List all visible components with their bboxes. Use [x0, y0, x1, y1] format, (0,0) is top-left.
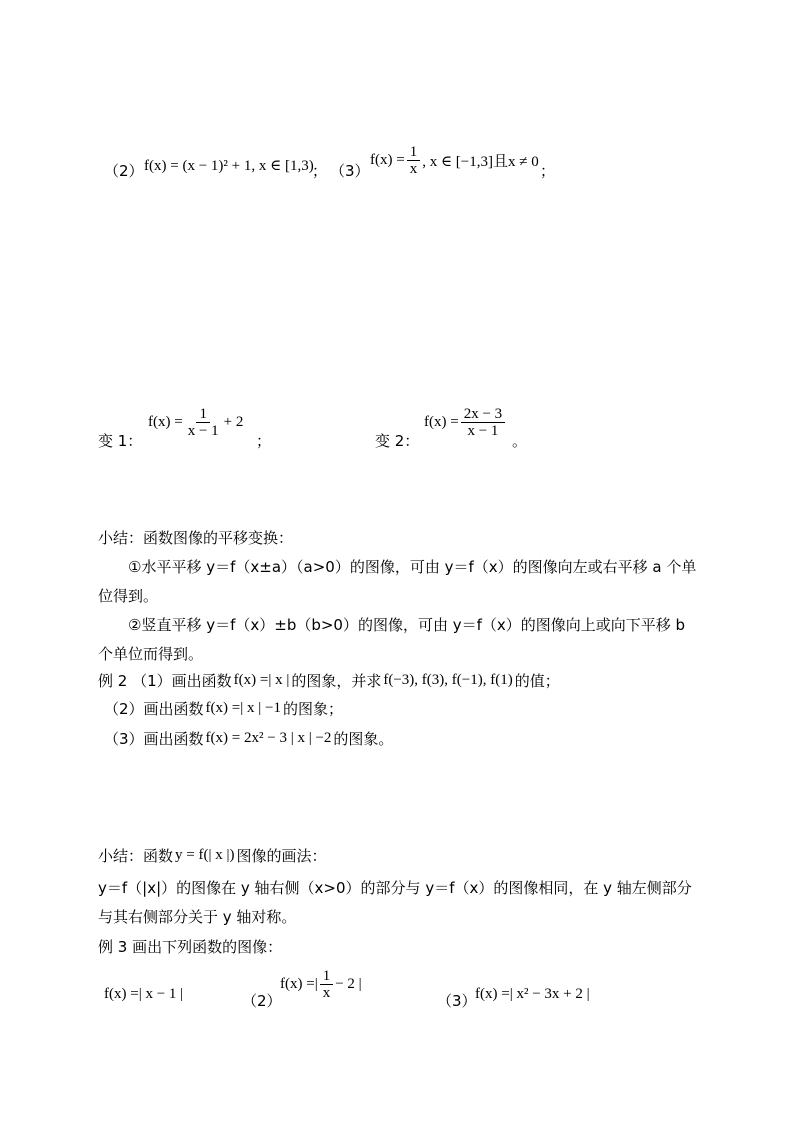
- summary-2-title: [98, 845, 326, 866]
- summary-1-title: 小结：函数图像的平移变换：: [98, 529, 294, 547]
- item-3-formula: [370, 144, 539, 177]
- item-3-fraction: [407, 144, 421, 177]
- item-3-numerator: 1: [407, 144, 421, 161]
- summary-2-title-formula: y = f(| x |): [175, 847, 235, 863]
- variant-1-denominator: x − 1: [187, 423, 219, 439]
- variant-1-numerator: 1: [196, 406, 210, 423]
- summary-2-rule-2: 与其右侧部分关于 y 轴对称。: [98, 908, 297, 926]
- summary-1-horizontal: ①水平平移 y＝f（x±a）（a>0）的图像，可由 y＝f（x）的图像向左或右平移 a 个单: [128, 558, 697, 576]
- example-2-l1-values: f(−3), f(3), f(−1), f(1): [383, 672, 513, 688]
- item-2-separator: ；: [312, 162, 328, 180]
- item-3-label: （3）: [330, 162, 370, 180]
- variant-1-fraction: [185, 406, 222, 439]
- item-2-label: （2）: [104, 162, 144, 180]
- example-3-f2-fraction: [320, 968, 334, 1001]
- summary-2-title-b: 图像的画法：: [236, 847, 327, 865]
- example-3-formula-2: [280, 968, 362, 1001]
- item-3-denominator: x: [409, 161, 418, 177]
- summary-1-vertical-cont: 个单位而得到。: [98, 645, 204, 663]
- example-3-f2-numerator: 1: [320, 968, 334, 985]
- example-2-l3-text: （3）画出函数: [104, 730, 204, 748]
- item-3-separator: ；: [540, 162, 556, 180]
- summary-2-title-a: 小结：函数: [98, 847, 174, 865]
- summary-1-horizontal-cont: 位得到。: [98, 587, 159, 605]
- variant-2-fraction: [461, 406, 505, 439]
- example-3-f2-denominator: x: [322, 985, 331, 1001]
- variant-1-rest: + 2: [223, 414, 244, 430]
- example-3-formula-1: f(x) =| x − 1 |: [104, 986, 184, 1002]
- example-2-line-2: [104, 698, 343, 719]
- example-3-f2-lhs: f(x) =|: [280, 976, 318, 992]
- summary-1-vertical: ②竖直平移 y＝f（x）±b（b>0）的图像，可由 y＝f（x）的图像向上或向下平移 b: [128, 616, 686, 634]
- example-3-f2-rest: − 2 |: [335, 976, 362, 992]
- variant-1-formula: [148, 406, 243, 439]
- variant-2-formula: [424, 406, 507, 439]
- variant-2-denominator: x − 1: [467, 423, 499, 439]
- variant-2-label: 变 2：: [375, 432, 420, 450]
- example-2-l1-end: 的值；: [514, 672, 560, 690]
- example-3-title: 例 3 画出下列函数的图像：: [98, 938, 283, 956]
- variant-2-separator: 。: [512, 432, 528, 450]
- item-3-lhs: f(x) =: [370, 152, 405, 168]
- example-2-l3-end: 的图象。: [333, 730, 394, 748]
- item-3-rest: , x ∈ [−1,3]且x ≠ 0: [422, 154, 539, 170]
- variant-1-lhs: f(x) =: [148, 414, 183, 430]
- example-3-item-3-label: （3）: [437, 992, 477, 1010]
- example-3-item-2-label: （2）: [242, 992, 282, 1010]
- example-2-line-3: [104, 728, 393, 749]
- variant-2-numerator: 2x − 3: [461, 406, 505, 423]
- example-2-l1-mid: 的图象，并求: [291, 672, 382, 690]
- variant-2-lhs: f(x) =: [424, 414, 459, 430]
- variant-1-label: 变 1：: [98, 432, 143, 450]
- example-2-l3-formula: f(x) = 2x² − 3 | x | −2: [205, 730, 332, 746]
- item-2-formula: f(x) = (x − 1)² + 1, x ∈ [1,3): [144, 158, 314, 174]
- example-2-line-1: [98, 670, 560, 691]
- example-2-l2-formula: f(x) =| x | −1: [205, 700, 281, 716]
- example-3-formula-3: f(x) =| x² − 3x + 2 |: [475, 986, 590, 1002]
- example-2-l2-end: 的图象；: [282, 700, 343, 718]
- example-2-l2-text: （2）画出函数: [104, 700, 204, 718]
- example-2-l1-formula: f(x) =| x |: [233, 672, 290, 688]
- example-2-l1-text: 例 2 （1）画出函数: [98, 672, 232, 690]
- variant-1-separator: ；: [256, 432, 272, 450]
- summary-2-rule-1: y＝f（|x|）的图像在 y 轴右侧（x>0）的部分与 y＝f（x）的图像相同，在 y 轴左侧部分: [98, 879, 692, 897]
